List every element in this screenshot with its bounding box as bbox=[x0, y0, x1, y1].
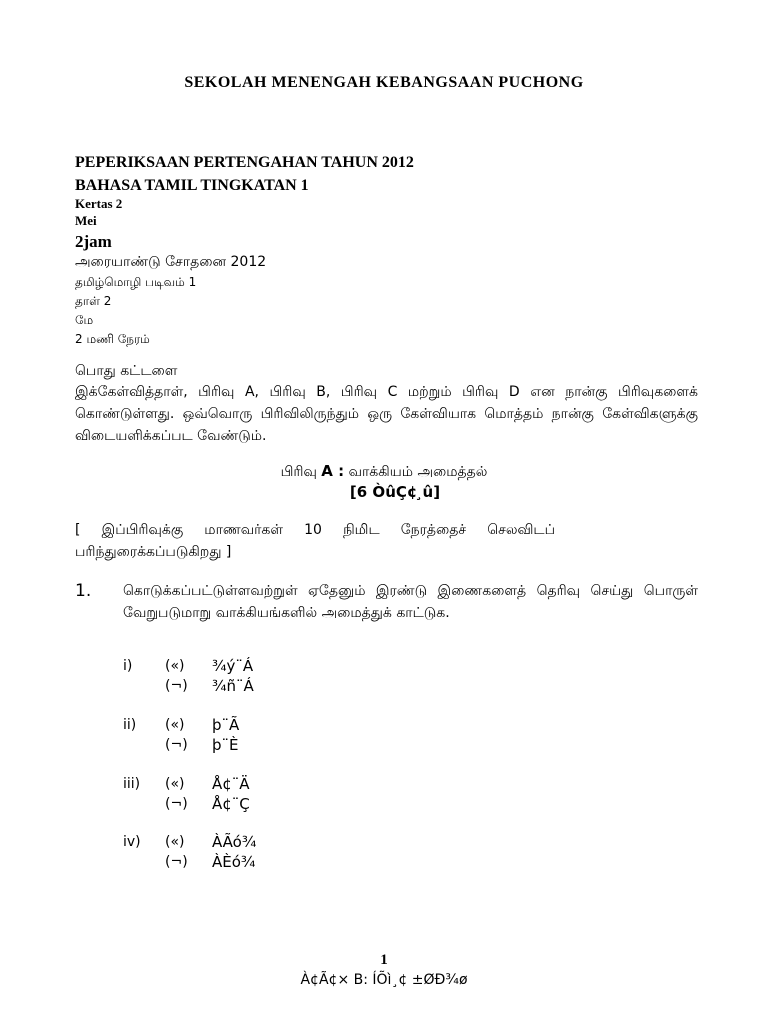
section-note: [ இப்பிரிவுக்கு மாணவர்கள் 10 நிமிட நேரத்தைச் செலவிடப் பரிந்துரைக்கப்படுகிறது ] bbox=[75, 522, 555, 560]
item-roman: iii) bbox=[123, 776, 141, 792]
instructions-heading: பொது கட்டளை bbox=[75, 363, 178, 379]
section-title bbox=[0, 462, 768, 482]
tamil-paper: தாள் 2 bbox=[75, 294, 112, 308]
footer-text: À¢Ã¢× B: ÍÕì¸¢ ±ØÐ¾ø bbox=[300, 972, 468, 988]
month-label: Mei bbox=[75, 213, 97, 228]
instructions-body: இக்கேள்வித்தாள், பிரிவு A, பிரிவு B, பிரிவு C மற்றும் பிரிவு D என நான்கு பிரிவுகளைக் கொண்டுள்ளது. ஒவ்வொரு பிரிவிலிருந்தும் ஒரு கேள்வியாக மொத்தம் நான்கு கேள்விகளுக்கு விடையளிக்கப்பட வேண்டும். bbox=[75, 384, 698, 444]
option-a-value: ¾ý¨Á bbox=[212, 657, 254, 675]
section-title-suffix: வாக்கியம் அமைத்தல் bbox=[344, 464, 488, 480]
option-a-value: þ¨Ã bbox=[212, 716, 240, 734]
tamil-month: மே bbox=[75, 313, 94, 327]
exam-title: PEPERIKSAAN PERTENGAHAN TAHUN 2012 bbox=[75, 154, 414, 171]
school-name: SEKOLAH MENENGAH KEBANGSAAN PUCHONG bbox=[184, 74, 584, 91]
option-a-label: («) bbox=[165, 834, 185, 850]
option-b-label: (¬) bbox=[165, 737, 188, 753]
option-b-label: (¬) bbox=[165, 678, 188, 694]
option-a-label: («) bbox=[165, 776, 185, 792]
tamil-exam-title: அரையாண்டு சோதனை 2012 bbox=[75, 254, 267, 270]
tamil-duration: 2 மணி நேரம் bbox=[75, 332, 150, 346]
option-b-value: þ¨È bbox=[212, 736, 239, 754]
option-a-value: ÀÃó¾ bbox=[212, 833, 257, 851]
subject-title: BAHASA TAMIL TINGKATAN 1 bbox=[75, 177, 309, 194]
section-title-prefix: பிரிவு bbox=[280, 464, 322, 480]
item-roman: ii) bbox=[123, 717, 137, 733]
section-letter: A : bbox=[321, 462, 345, 480]
option-b-value: Å¢¨Ç bbox=[212, 795, 250, 813]
paper-label: Kertas 2 bbox=[75, 196, 123, 211]
option-b-label: (¬) bbox=[165, 796, 188, 812]
question-number: 1. bbox=[75, 581, 92, 601]
question-text: கொடுக்கப்பட்டுள்ளவற்றுள் ஏதேனும் இரண்டு இணைகளைத் தெரிவு செய்து பொருள் வேறுபடுமாறு வாக்கியங்களில் அமைத்துக் காட்டுக. bbox=[123, 583, 698, 621]
tamil-subject: தமிழ்மொழி படிவம் 1 bbox=[75, 275, 197, 289]
option-a-label: («) bbox=[165, 658, 185, 674]
item-roman: iv) bbox=[123, 834, 141, 850]
page-number: 1 bbox=[380, 952, 388, 968]
option-b-value: ÀÈó¾ bbox=[212, 853, 256, 871]
section-marks: [6 ÒûÇ¢ ̧û] bbox=[349, 483, 441, 501]
duration-label: 2jam bbox=[75, 232, 112, 251]
item-roman: i) bbox=[123, 658, 133, 674]
option-a-label: («) bbox=[165, 717, 185, 733]
option-a-value: Å¢¨Ä bbox=[212, 775, 250, 793]
option-b-value: ¾ñ¨Á bbox=[212, 677, 254, 695]
option-b-label: (¬) bbox=[165, 854, 188, 870]
